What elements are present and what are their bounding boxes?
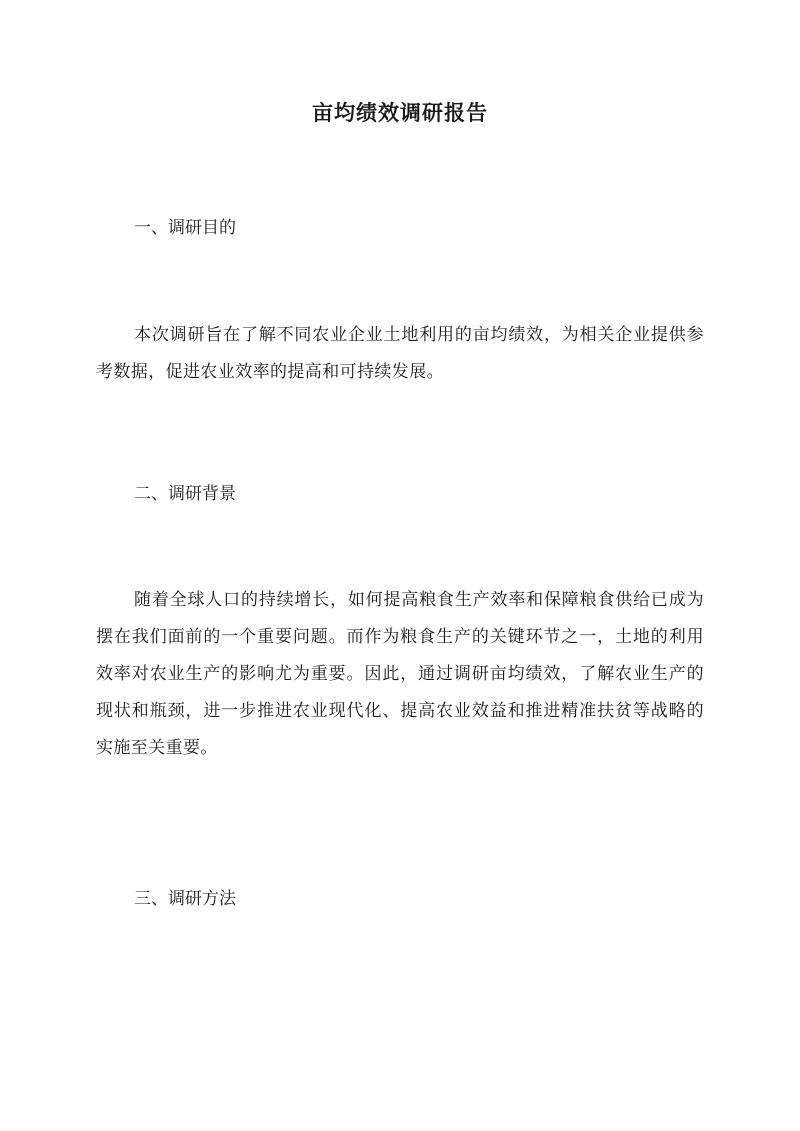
section-heading-background: 二、调研背景 [134, 484, 236, 504]
section-paragraph-background: 随着全球人口的持续增长，如何提高粮食生产效率和保障粮食供给已成为摆在我们面前的一个重要问题。而作为粮食生产的关键环节之一，土地的利用效率对农业生产的影响尤为重要。因此，通过调研亩均绩效，了解农业生产的现状和瓶颈，进一步推进农业现代化、提高农业效益和推进精准扶贫等战略的实施至关重要。 [96, 590, 704, 758]
section-heading-method: 三、调研方法 [134, 889, 236, 909]
section-paragraph-purpose: 本次调研旨在了解不同农业企业土地利用的亩均绩效，为相关企业提供参考数据，促进农业效率的提高和可持续发展。 [96, 325, 704, 382]
document-title: 亩均绩效调研报告 [312, 100, 488, 125]
section-heading-purpose: 一、调研目的 [134, 218, 236, 238]
